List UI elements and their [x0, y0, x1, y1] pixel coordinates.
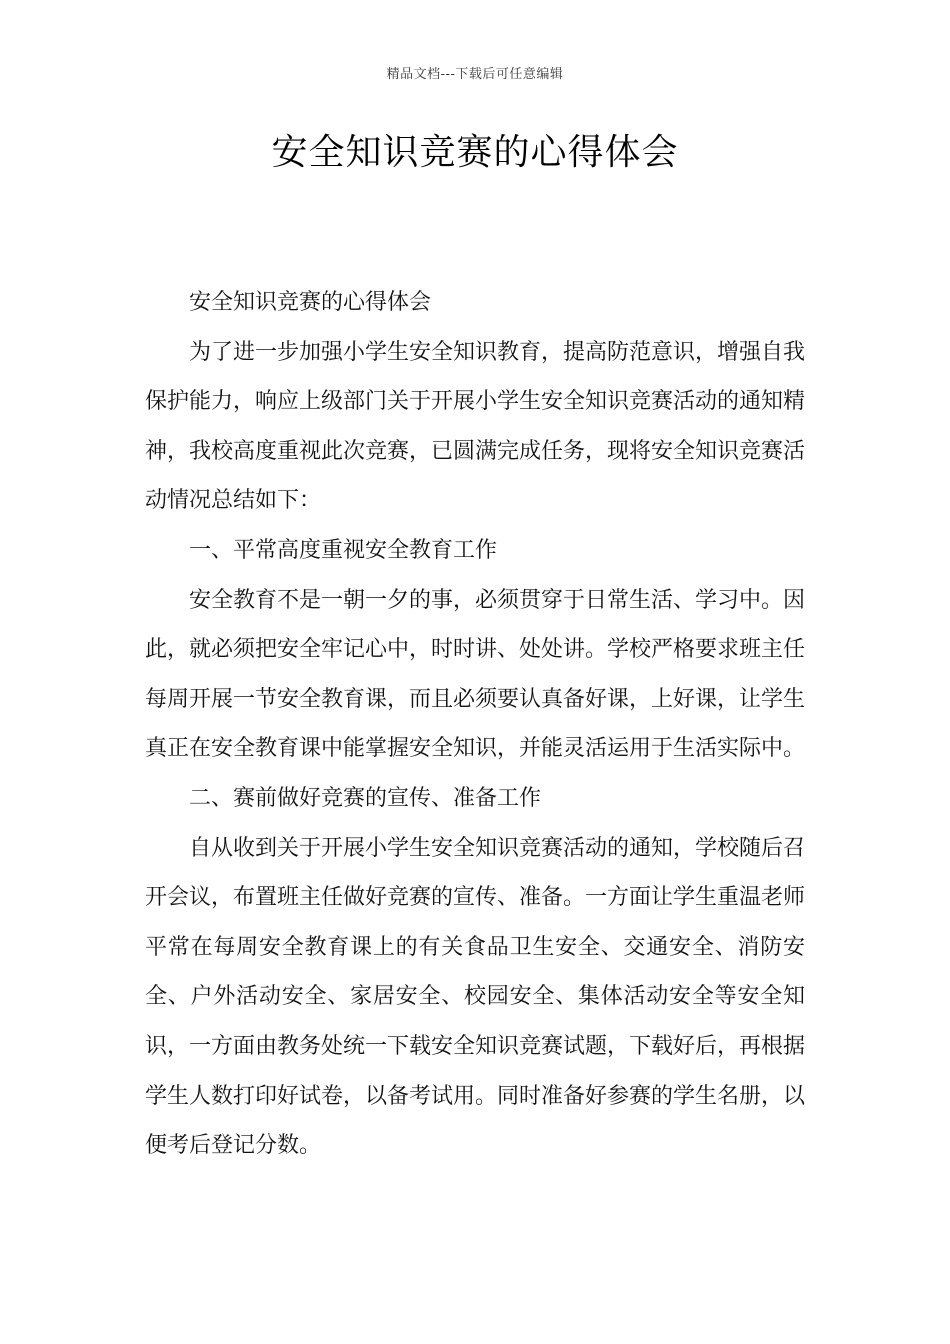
- document-body: [145, 278, 805, 1171]
- header-note: 精品文档---下载后可任意编辑: [386, 67, 564, 82]
- paragraph-section-1: 安全教育不是一朝一夕的事，必须贯穿于日常生活、学习中。因此，就必须把安全牢记心中，时时讲、处处讲。学校严格要求班主任每周开展一节安全教育课，而且必须要认真备好课，上好课，让学生真正在安全教育课中能掌握安全知识，并能灵活运用于生活实际中。: [145, 587, 806, 762]
- paragraph-section-2: 自从收到关于开展小学生安全知识竞赛活动的通知，学校随后召开会议，布置班主任做好竞赛的宣传、准备。一方面让学生重温老师平常在每周安全教育课上的有关食品卫生安全、交通安全、消防安全、户外活动安全、家居安全、校园安全、集体活动安全等安全知识，一方面由教务处统一下载安全知识竞赛试题，下载好后，再根据学生人数打印好试卷，以备考试用。同时准备好参赛的学生名册，以便考后登记分数。: [145, 835, 806, 1159]
- document-title: 安全知识竞赛的心得体会: [271, 132, 679, 173]
- section-heading-2: 二、赛前做好竞赛的宣传、准备工作: [189, 785, 542, 811]
- paragraph-subtitle: 安全知识竞赛的心得体会: [189, 290, 432, 315]
- paragraph-intro: 为了进一步加强小学生安全知识教育，提高防范意识，增强自我保护能力，响应上级部门关于开展小学生安全知识竞赛活动的通知精神，我校高度重视此次竞赛，已圆满完成任务，现将安全知识竞赛活动情况总结如下：: [145, 339, 806, 514]
- section-heading-1: 一、平常高度重视安全教育工作: [189, 537, 498, 563]
